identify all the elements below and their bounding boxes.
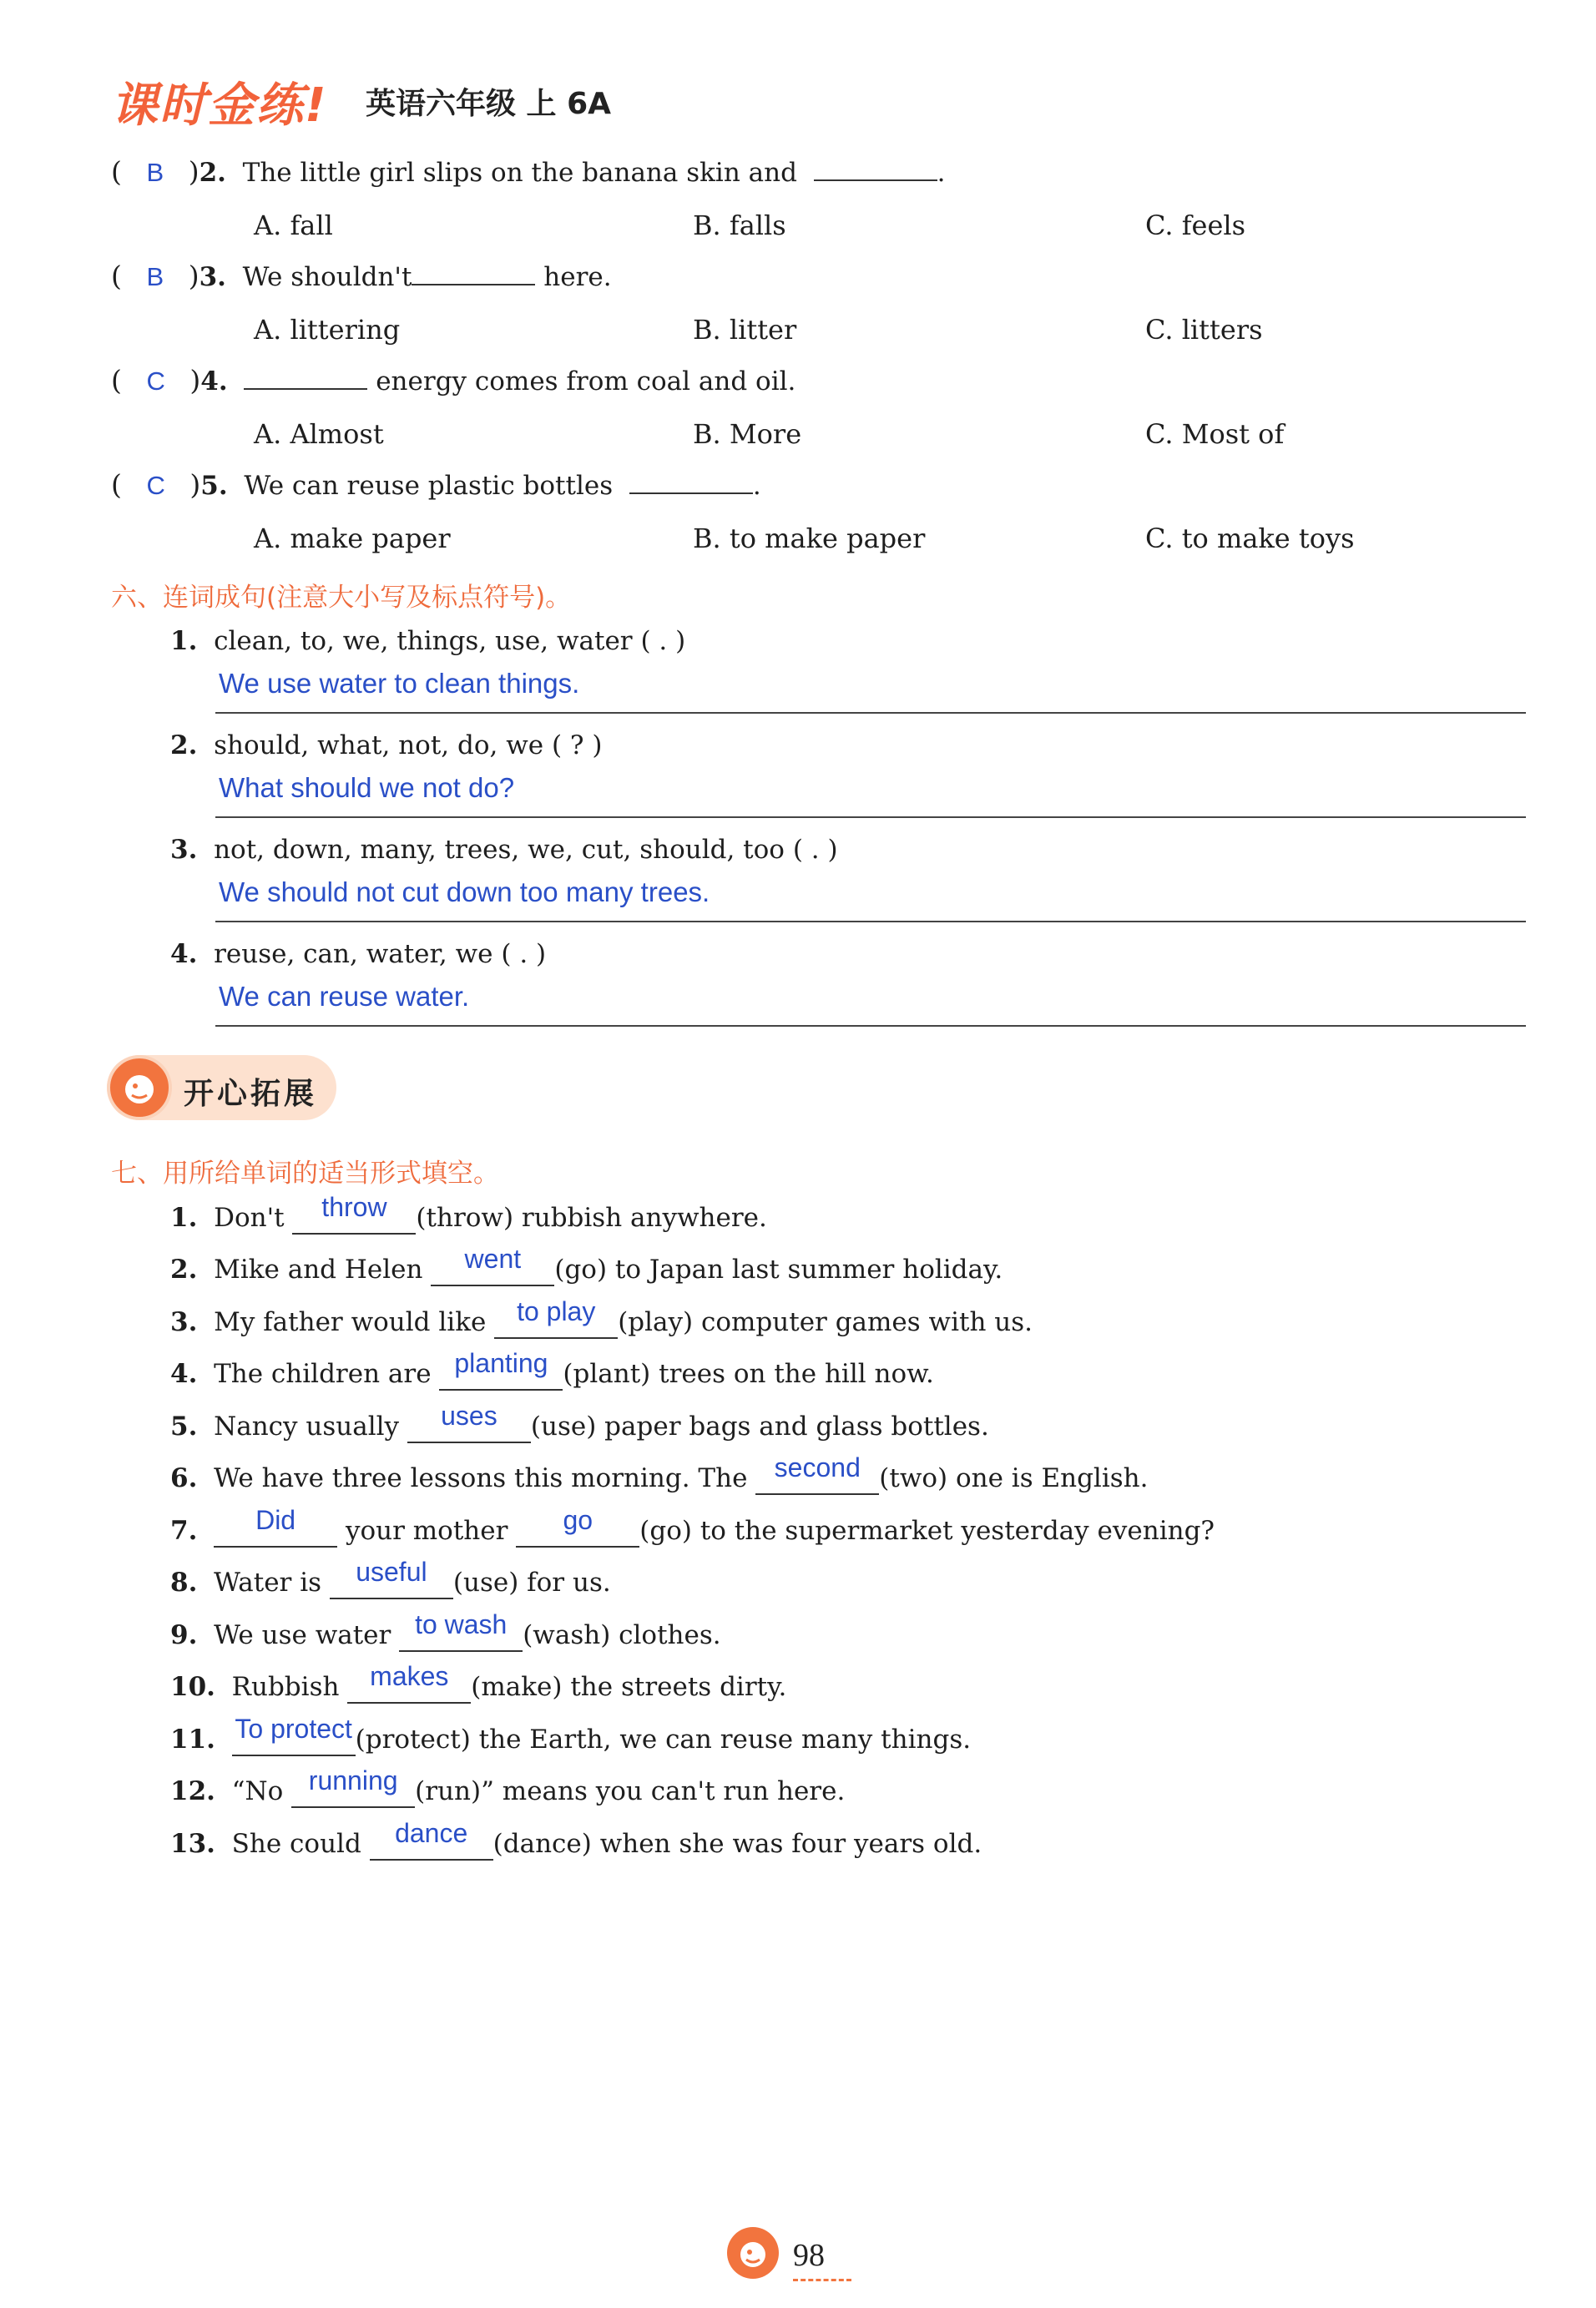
brand-title: 课时金练!	[111, 78, 328, 133]
reorder-answer-4: We can reuse water.	[219, 981, 470, 1012]
fill-blank[interactable]: planting	[439, 1358, 563, 1391]
page-mascot-icon	[727, 2227, 779, 2279]
option-b: B. to make paper	[693, 523, 926, 554]
page-number: 98	[793, 2238, 825, 2273]
mc-question-5: ( C )5. We can reuse plastic bottles .	[111, 468, 761, 501]
fill-blank[interactable]: to play	[494, 1306, 618, 1339]
fill-blank[interactable]: to wash	[399, 1619, 523, 1652]
reorder-answer-2: What should we not do?	[219, 772, 515, 803]
answer-blank[interactable]	[814, 179, 937, 181]
fill-blank[interactable]: throw	[292, 1202, 416, 1235]
answer-line	[215, 921, 1526, 922]
fill-item-7: 7. Did your mother go (go) to the supermarket yesterday evening?	[170, 1505, 1215, 1546]
answer-line	[215, 816, 1526, 818]
answer-line	[215, 712, 1526, 714]
fill-blank[interactable]: Did	[214, 1515, 337, 1548]
option-a: A. make paper	[254, 523, 451, 554]
fill-blank[interactable]: uses	[407, 1411, 531, 1443]
reorder-item-4: 4. reuse, can, water, we ( . )	[170, 939, 547, 969]
option-c: C. litters	[1145, 314, 1263, 346]
option-a: A. littering	[254, 314, 401, 346]
mc-question-4: ( C )4. energy comes from coal and oil.	[111, 364, 796, 396]
option-c: C. feels	[1145, 210, 1246, 241]
fill-item-10: 10. Rubbish makes (make) the streets dirty.	[170, 1661, 787, 1702]
fill-blank[interactable]: To protect	[232, 1724, 356, 1756]
fill-blank[interactable]: dance	[370, 1828, 493, 1861]
option-b: B. falls	[693, 210, 786, 241]
reorder-answer-3: We should not cut down too many trees.	[219, 876, 710, 907]
fill-blank[interactable]: useful	[330, 1567, 453, 1599]
option-a: A. Almost	[254, 418, 384, 450]
fill-item-9: 9. We use water to wash (wash) clothes.	[170, 1609, 721, 1650]
mascot-icon	[107, 1055, 172, 1120]
section-7-title: 七、用所给单词的适当形式填空。	[111, 1159, 499, 1189]
fill-item-11: 11. To protect (protect) the Earth, we can reuse many things.	[170, 1714, 972, 1755]
option-c: C. to make toys	[1145, 523, 1355, 554]
option-b: B. litter	[693, 314, 797, 346]
fill-item-8: 8. Water is useful (use) for us.	[170, 1557, 611, 1598]
fill-item-3: 3. My father would like to play (play) computer games with us.	[170, 1296, 1033, 1337]
fill-blank[interactable]: second	[755, 1462, 879, 1495]
fill-blank[interactable]: running	[291, 1775, 415, 1808]
fill-blank[interactable]: makes	[347, 1671, 471, 1704]
reorder-item-2: 2. should, what, not, do, we ( ? )	[170, 730, 603, 760]
answer-line	[215, 1025, 1526, 1027]
fill-item-5: 5. Nancy usually uses (use) paper bags and glass bottles.	[170, 1401, 989, 1442]
fill-blank[interactable]: go	[516, 1515, 639, 1548]
reorder-answer-1: We use water to clean things.	[219, 668, 580, 699]
fill-item-2: 2. Mike and Helen went (go) to Japan last summer holiday.	[170, 1244, 1003, 1285]
page-number-underline	[793, 2279, 851, 2281]
option-a: A. fall	[254, 210, 333, 241]
fill-blank[interactable]: went	[431, 1254, 554, 1286]
mc-question-2: ( B )2. The little girl slips on the banana skin and .	[111, 155, 946, 188]
reorder-item-3: 3. not, down, many, trees, we, cut, should, too ( . )	[170, 835, 838, 865]
option-b: B. More	[693, 418, 802, 450]
section-6-title: 六、连词成句(注意大小写及标点符号)。	[111, 583, 572, 613]
reorder-item-1: 1. clean, to, we, things, use, water ( . )	[170, 626, 686, 656]
fill-item-6: 6. We have three lessons this morning. The second (two) one is English.	[170, 1452, 1149, 1493]
fill-item-13: 13. She could dance (dance) when she was four years old.	[170, 1818, 982, 1859]
answer-blank[interactable]	[412, 284, 535, 285]
fill-item-1: 1. Don't throw (throw) rubbish anywhere.	[170, 1192, 767, 1233]
fill-item-4: 4. The children are planting (plant) trees on the hill now.	[170, 1348, 934, 1389]
badge-label: 开心拓展	[184, 1077, 318, 1111]
option-c: C. Most of	[1145, 418, 1285, 450]
grade-label: 英语六年级 上 6A	[366, 87, 611, 121]
fill-item-12: 12. “No running (run)” means you can't run here.	[170, 1765, 846, 1806]
answer-blank[interactable]	[629, 492, 753, 494]
mc-question-3: ( B )3. We shouldn't here.	[111, 260, 612, 292]
answer-blank[interactable]	[244, 388, 367, 390]
